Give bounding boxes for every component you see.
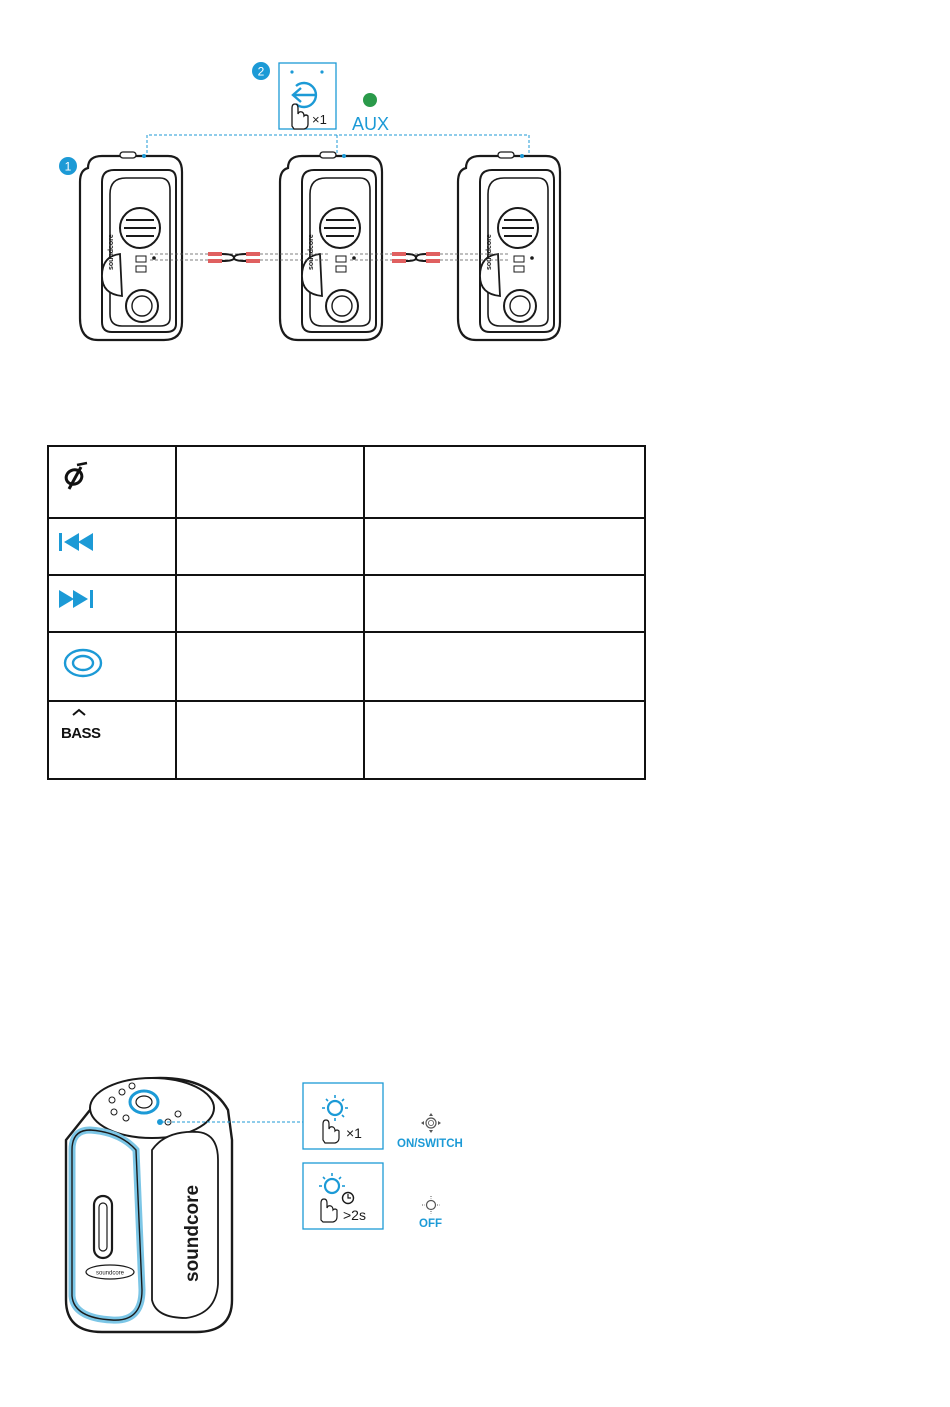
icon-cell — [48, 518, 176, 575]
aux-mode-label: AUX — [352, 114, 390, 134]
light-control-diagram — [60, 1070, 480, 1340]
button-function-cell — [364, 575, 645, 632]
button-name-cell — [176, 518, 364, 575]
speaker-2 — [280, 152, 382, 340]
table-row — [48, 518, 645, 575]
button-function-cell — [364, 701, 645, 779]
button-name-cell — [176, 701, 364, 779]
table-row — [48, 632, 645, 701]
icon-cell — [48, 632, 176, 701]
on-press-count: ×1 — [346, 1125, 362, 1141]
button-function-cell — [364, 632, 645, 701]
icon-cell — [48, 446, 176, 518]
press-count: ×1 — [312, 112, 327, 127]
bass-icon-text: BASS — [61, 725, 101, 742]
aux-connection-diagram — [40, 50, 660, 360]
soundcore-logo-icon — [59, 453, 99, 493]
table-row — [48, 575, 645, 632]
aux-cable-1 — [208, 252, 260, 263]
speaker-1 — [80, 152, 182, 340]
next-track-icon — [59, 582, 99, 612]
button-function-cell — [364, 518, 645, 575]
speaker-side-brand: soundcore — [182, 1184, 203, 1282]
light-off-indicator-icon — [422, 1196, 440, 1214]
button-function-table — [47, 445, 646, 780]
table-row — [48, 701, 645, 779]
light-off-hold-box — [303, 1163, 383, 1229]
button-function-cell — [364, 446, 645, 518]
light-on-press-box — [303, 1083, 383, 1149]
speaker-1-brand: soundcore — [108, 234, 115, 270]
step-1-badge — [59, 157, 77, 175]
speaker-2-brand: soundcore — [308, 234, 315, 270]
off-label: OFF — [419, 1218, 442, 1230]
icon-cell — [48, 701, 176, 779]
on-switch-label: ON/SWITCH — [397, 1138, 463, 1150]
speaker-illustration — [66, 1078, 232, 1332]
connector-line — [147, 135, 529, 158]
button-name-cell — [176, 575, 364, 632]
previous-track-icon — [59, 525, 99, 555]
off-hold-time: >2s — [343, 1207, 366, 1223]
speaker-badge-brand: soundcore — [95, 1270, 125, 1277]
aux-indicator-light — [363, 93, 377, 107]
step-1-number: 1 — [64, 159, 72, 174]
clock-icon — [343, 1193, 354, 1204]
step-2-number: 2 — [257, 64, 265, 79]
table-row — [48, 446, 645, 518]
icon-cell — [48, 575, 176, 632]
button-name-cell — [176, 446, 364, 518]
bass-up-icon — [59, 708, 109, 748]
speaker-3-brand: soundcore — [486, 234, 493, 270]
light-ring-icon — [59, 639, 105, 679]
aux-button-press-box — [279, 63, 336, 129]
step-2-badge — [252, 62, 270, 80]
light-on-indicator-icon — [421, 1113, 441, 1133]
button-name-cell — [176, 632, 364, 701]
speaker-3 — [458, 152, 560, 340]
